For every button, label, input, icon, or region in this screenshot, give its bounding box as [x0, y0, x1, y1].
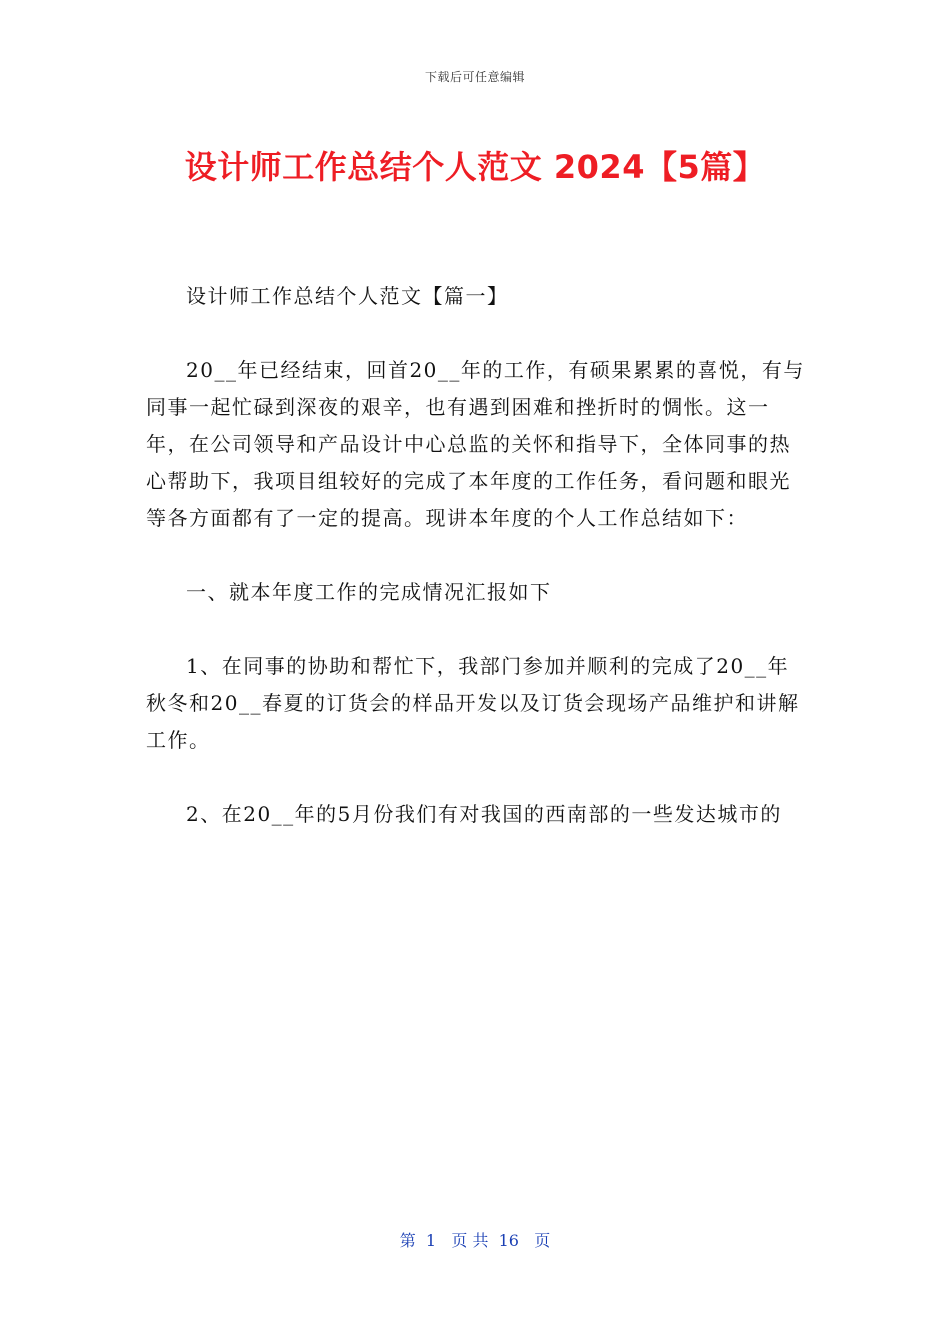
document-body — [146, 278, 806, 870]
section-heading: 设计师工作总结个人范文【篇一】 — [186, 284, 509, 308]
body-paragraph: 20__年已经结束，回首20__年的工作，有硕果累累的喜悦，有与同事一起忙碌到深夜的艰辛，也有遇到困难和挫折时的惆怅。这一年，在公司领导和产品设计中心总监的关怀和指导下，全体同事的热心帮助下，我项目组较好的完成了本年度的工作任务，看问题和眼光等各方面都有了一定的提高。现讲本年度的个人工作总结如下： — [146, 358, 805, 530]
header-note: 下载后可任意编辑 — [424, 70, 525, 84]
body-paragraph: 2、在20__年的5月份我们有对我国的西南部的一些发达城市的 — [186, 802, 782, 826]
body-paragraph: 1、在同事的协助和帮忙下，我部门参加并顺利的完成了20__年秋冬和20__春夏的订货会的样品开发以及订货会现场产品维护和讲解工作。 — [146, 654, 800, 752]
section-subheading: 一、就本年度工作的完成情况汇报如下 — [186, 580, 552, 604]
document-title: 设计师工作总结个人范文 2024【5篇】 — [184, 148, 766, 186]
page-number-footer: 第 1 页 共 16 页 — [399, 1231, 551, 1250]
